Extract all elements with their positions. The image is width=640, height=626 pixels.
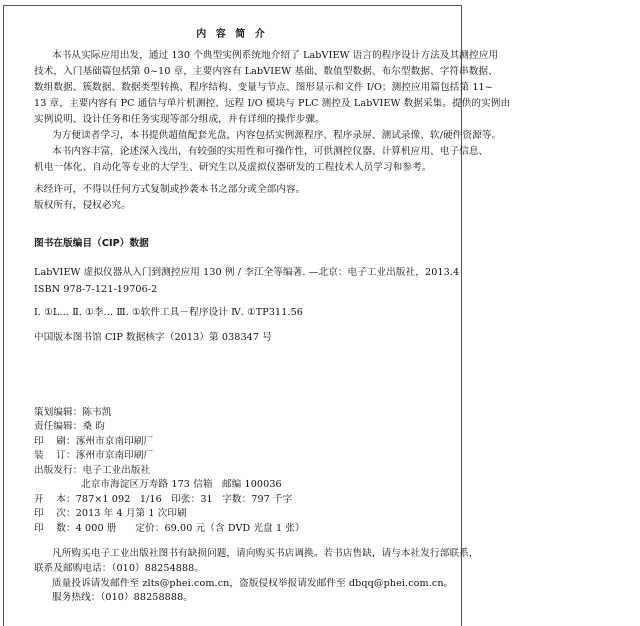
imprint-value: 涿州市京南印刷厂 [75, 450, 154, 461]
imprint-line [34, 494, 292, 506]
imprint-label: 责任编辑： [34, 421, 83, 432]
cip-library: 中国版本图书馆 CIP 数据核字（2013）第 038347 号 [34, 332, 272, 343]
imprint-value: 电子工业出版社 [82, 465, 151, 476]
imprint-value: 涿州市京南印刷厂 [75, 436, 154, 447]
cip-record: LabVIEW 虚拟仪器从入门到测控应用 130 例 / 李江全等编著. —北京：电子工业出版社，2013.4 [34, 267, 460, 278]
imprint-value: 北京市海淀区万寿路 173 信箱 邮编 100036 [81, 479, 282, 490]
imprint-value: 787×1 092 1/16 印张：31 字数：797 千字 [75, 494, 293, 505]
imprint-value: 4 000 册 定价：69.00 元（含 DVD 光盘 1 张） [75, 523, 305, 534]
intro-line: 机电一体化、自动化等专业的大学生、研究生以及虚拟仪器研发的工程技术人员学习和参考。 [34, 162, 432, 173]
copyright-line: 未经许可，不得以任何方式复制或抄袭本书之部分或全部内容。 [34, 184, 306, 195]
notice-line: 联系及邮购电话：（010）88254888。 [34, 563, 205, 574]
imprint-label: 印 数： [34, 523, 76, 534]
intro-line: 为方便读者学习，本书提供超值配套光盘，内容包括实例源程序、程序录屏、测试录像、软/硬件资源等。 [52, 130, 502, 141]
imprint-value: 2013 年 4 月第 1 次印刷 [75, 508, 187, 519]
cip-heading: 图书在版编目（CIP）数据 [34, 238, 149, 249]
imprint-label: 策划编辑： [34, 407, 83, 418]
imprint-line [34, 450, 153, 462]
imprint-line [34, 421, 105, 433]
imprint-line [34, 407, 112, 419]
intro-line: 13 章，主要内容有 PC 通信与单片机测控、远程 I/O 模块与 PLC 测控及 LabVIEW 数据采集。提供的实例由 [34, 98, 511, 109]
intro-line: 本书从实际应用出发，通过 130 个典型实例系统地介绍了 LabVIEW 语言的程序设计方法及其测控应用 [52, 50, 499, 61]
page-title: 内 容 简 介 [196, 29, 268, 40]
notice-line: 服务热线：（010）88258888。 [52, 592, 193, 603]
intro-line: 技术，入门基础篇包括第 0~10 章，主要内容有 LabVIEW 基础、数值型数据、布尔型数据、字符串数据、 [34, 66, 498, 77]
imprint-label: 出版发行： [34, 465, 83, 476]
imprint-value: 陈韦凯 [82, 407, 112, 418]
intro-line: 数组数据、簇数据、数据类型转换、程序结构、变量与节点、图形显示和文件 I/O；测控应用篇包括第 11~ [34, 82, 493, 93]
imprint-line [34, 465, 150, 477]
copyright-line: 版权所有，侵权必究。 [34, 200, 131, 211]
cip-classification: Ⅰ. ①L… Ⅱ. ①李… Ⅲ. ①软件工具－程序设计 Ⅳ. ①TP311.56 [34, 307, 304, 318]
imprint-value: 桑 昀 [82, 421, 106, 432]
imprint-label: 开 本： [34, 494, 76, 505]
notice-line: 质量投诉请发邮件至 zlts@phei.com.cn，盗版侵权举报请发邮件至 dbqq@phei.com.cn。 [52, 578, 454, 589]
imprint-line [34, 523, 305, 535]
imprint-line [34, 508, 187, 520]
imprint-label: 印 刷： [34, 436, 76, 447]
intro-line: 本书内容丰富，论述深入浅出，有较强的实用性和可操作性，可供测控仪器、计算机应用、电子信息、 [52, 146, 489, 157]
notice-line: 凡所购买电子工业出版社图书有缺损问题，请向购买书店调换。若书店售缺，请与本社发行部联系， [52, 548, 479, 559]
cip-isbn: ISBN 978-7-121-19706-2 [34, 284, 158, 295]
imprint-line [81, 479, 282, 491]
imprint-label: 印 次： [34, 508, 76, 519]
intro-line: 实例说明、设计任务和任务实现等部分组成，并有详细的操作步骤。 [34, 114, 325, 125]
imprint-line [34, 436, 153, 448]
imprint-label: 装 订： [34, 450, 76, 461]
